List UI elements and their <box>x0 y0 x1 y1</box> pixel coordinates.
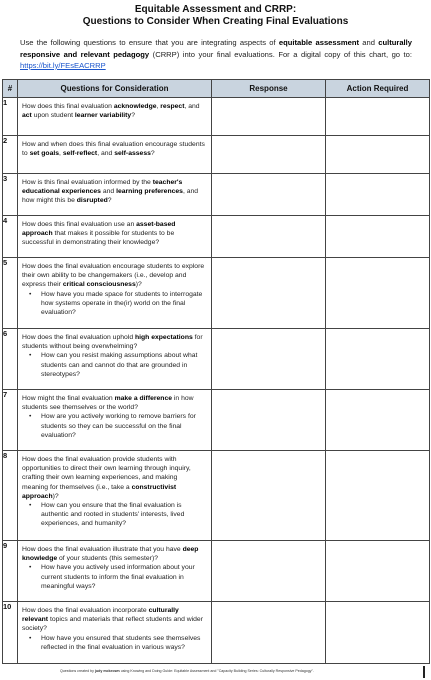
footer-credit <box>60 669 420 674</box>
row-number: 3 <box>3 174 18 216</box>
question-emphasis: self-assess <box>114 150 151 158</box>
question-emphasis: set goals <box>29 150 60 158</box>
question-emphasis: act <box>22 112 32 120</box>
action-required-cell[interactable] <box>326 258 430 329</box>
question-fragment: for students without being overwhelming? <box>22 334 203 351</box>
question-text <box>18 136 211 160</box>
question-emphasis: make a difference <box>114 395 173 402</box>
question-fragment: that makes it possible for students to be successful in demonstrating their knowledge? <box>22 230 175 247</box>
table-row <box>3 541 430 602</box>
question-cell <box>18 451 212 541</box>
document-subtitle: Questions to Consider When Creating Final Evaluations <box>82 16 349 27</box>
questions-table <box>2 79 430 664</box>
question-emphasis: self-reflect <box>62 150 98 158</box>
question-fragment: How does this final evaluation <box>22 103 114 110</box>
footer-text: using Knowing and Doing Guide: Equitable Assessment and "Capacity Building Series: Culturally Responsive Pedagogy". <box>119 669 314 673</box>
response-cell[interactable] <box>212 541 326 602</box>
response-cell[interactable] <box>212 216 326 258</box>
intro-text: Use the following questions to ensure that you are integrating aspects of <box>20 38 279 47</box>
question-main <box>22 262 205 290</box>
row-number: 1 <box>3 98 18 136</box>
question-fragment: and <box>100 188 117 196</box>
action-required-cell[interactable] <box>326 174 430 216</box>
question-main <box>22 102 205 120</box>
question-emphasis: disrupted <box>76 197 108 205</box>
question-emphasis: learner variability <box>74 112 132 120</box>
question-fragment: in how students see themselves or the world? <box>22 395 194 412</box>
question-fragment: ? <box>150 150 155 158</box>
question-text <box>18 329 211 381</box>
sub-question: • How have you ensured that students see themselves reflected in the final evaluation in various ways? <box>22 634 205 652</box>
question-fragment: How is this final evaluation informed by the <box>22 179 153 186</box>
question-text <box>18 451 211 531</box>
question-fragment: How does the final evaluation encourage students to explore their own ability to be changemakers (i.e., develop and express their <box>22 263 205 289</box>
question-main <box>22 455 205 501</box>
intro-text: (CRRP) into your final evaluations. For a digital copy of this chart, go to: <box>149 49 412 59</box>
question-fragment: , and <box>97 150 115 158</box>
response-cell[interactable] <box>212 451 326 541</box>
table-row <box>3 329 430 390</box>
question-emphasis: learning preferences <box>116 188 183 196</box>
question-text <box>18 174 211 208</box>
action-required-cell[interactable] <box>326 541 430 602</box>
question-fragment: How does the final evaluation provide students with opportunities to direct their own learning through inquiry, crafting their own learning experiences, and making meaning for themselves (i.e., take a <box>22 456 191 491</box>
sub-question: • How can you ensure that the final evaluation is authentic and rooted in students' interests, lived experiences, and humanity? <box>22 501 205 529</box>
question-cell <box>18 216 212 258</box>
response-cell[interactable] <box>212 329 326 390</box>
sub-question: • How are you actively working to remove barriers for students so they can be successful on the final evaluation? <box>22 412 205 440</box>
question-cell <box>18 98 212 136</box>
action-required-cell[interactable] <box>326 451 430 541</box>
question-emphasis: constructivist approach <box>22 483 177 500</box>
question-cell <box>18 174 212 216</box>
row-number: 8 <box>3 451 18 541</box>
response-cell[interactable] <box>212 174 326 216</box>
question-main <box>22 333 205 351</box>
question-cell <box>18 329 212 390</box>
action-required-cell[interactable] <box>326 390 430 451</box>
question-text <box>18 216 211 250</box>
column-header-action: Action Required <box>326 80 430 98</box>
question-text <box>18 258 211 319</box>
question-main <box>22 140 205 158</box>
response-cell[interactable] <box>212 602 326 664</box>
question-fragment: ? <box>107 197 112 205</box>
question-fragment: How does this final evaluation use an <box>22 221 137 228</box>
question-fragment: of your students (this semester)? <box>57 555 158 563</box>
question-cell <box>18 136 212 174</box>
question-fragment: How and when does this final evaluation encourage students to <box>22 141 205 158</box>
response-cell[interactable] <box>212 98 326 136</box>
intro-text: and <box>359 38 379 47</box>
row-number: 2 <box>3 136 18 174</box>
column-header-question: Questions for Consideration <box>18 80 212 98</box>
question-emphasis: deep knowledge <box>22 546 199 563</box>
table-row <box>3 602 430 664</box>
table-header-row <box>3 80 430 98</box>
row-number: 9 <box>3 541 18 602</box>
questions-table-body <box>3 98 430 664</box>
table-row <box>3 174 430 216</box>
response-cell[interactable] <box>212 258 326 329</box>
intro-paragraph <box>20 37 412 72</box>
table-row <box>3 136 430 174</box>
question-emphasis: high expectations <box>134 334 193 341</box>
question-fragment: , <box>59 150 63 158</box>
intro-emphasis: culturally responsive and relevant pedagogy <box>20 38 412 59</box>
question-fragment: )? <box>135 281 142 289</box>
response-cell[interactable] <box>212 136 326 174</box>
action-required-cell[interactable] <box>326 602 430 664</box>
question-main <box>22 178 205 206</box>
table-row <box>3 216 430 258</box>
footer-author: judy mckeown <box>94 669 120 673</box>
table-row <box>3 98 430 136</box>
document-title: Equitable Assessment and CRRP: <box>134 4 297 15</box>
question-text <box>18 602 211 654</box>
row-number: 5 <box>3 258 18 329</box>
question-fragment: topics and materials that reflect students and wider society? <box>22 616 203 633</box>
question-emphasis: respect <box>160 103 185 110</box>
question-text <box>18 390 211 442</box>
question-cell <box>18 258 212 329</box>
digital-copy-link[interactable]: https://bit.ly/FEsEACRRP <box>20 61 106 70</box>
question-emphasis: critical consciousness <box>62 281 136 289</box>
question-fragment: , and <box>184 103 200 110</box>
column-header-response: Response <box>212 80 326 98</box>
row-number: 10 <box>3 602 18 664</box>
question-cell <box>18 390 212 451</box>
question-main <box>22 606 205 634</box>
page-edge-mark <box>423 666 425 678</box>
sub-question: • How have you made space for students to interrogate how systems operate in the(ir) world on the final evaluation? <box>22 290 205 318</box>
question-fragment: How does the final evaluation uphold <box>22 334 135 341</box>
question-cell <box>18 541 212 602</box>
question-fragment: How might the final evaluation <box>22 395 115 402</box>
response-cell[interactable] <box>212 390 326 451</box>
table-row <box>3 390 430 451</box>
question-fragment: How does the final evaluation incorporate <box>22 607 149 614</box>
question-main <box>22 545 205 563</box>
question-fragment: , and how might this be <box>22 188 199 205</box>
action-required-cell[interactable] <box>326 216 430 258</box>
action-required-cell[interactable] <box>326 329 430 390</box>
question-cell <box>18 602 212 664</box>
table-row <box>3 258 430 329</box>
sub-question: • How can you resist making assumptions about what students can and cannot do that are grounded in stereotypes? <box>22 351 205 379</box>
action-required-cell[interactable] <box>326 136 430 174</box>
question-emphasis: culturally relevant <box>22 607 179 624</box>
question-text <box>18 98 211 122</box>
question-emphasis: asset-based approach <box>22 221 176 238</box>
question-fragment: , <box>156 103 161 110</box>
row-number: 7 <box>3 390 18 451</box>
column-header-number: # <box>3 80 18 98</box>
question-fragment: How does the final evaluation illustrate that you have <box>22 546 183 553</box>
question-emphasis: teacher's educational experiences <box>22 179 183 196</box>
intro-emphasis: equitable assessment <box>278 38 359 47</box>
action-required-cell[interactable] <box>326 98 430 136</box>
question-fragment: ? <box>131 112 135 120</box>
question-text <box>18 541 211 593</box>
sub-question: • How have you actively used information about your current students to inform the final evaluation in meaningful ways? <box>22 563 205 591</box>
table-row <box>3 451 430 541</box>
footer-text: Questions created by <box>60 669 95 673</box>
row-number: 4 <box>3 216 18 258</box>
question-fragment: )? <box>52 492 59 500</box>
question-main <box>22 220 205 248</box>
question-emphasis: acknowledge <box>113 103 157 110</box>
question-fragment: upon student <box>31 112 75 120</box>
row-number: 6 <box>3 329 18 390</box>
question-main <box>22 394 205 412</box>
